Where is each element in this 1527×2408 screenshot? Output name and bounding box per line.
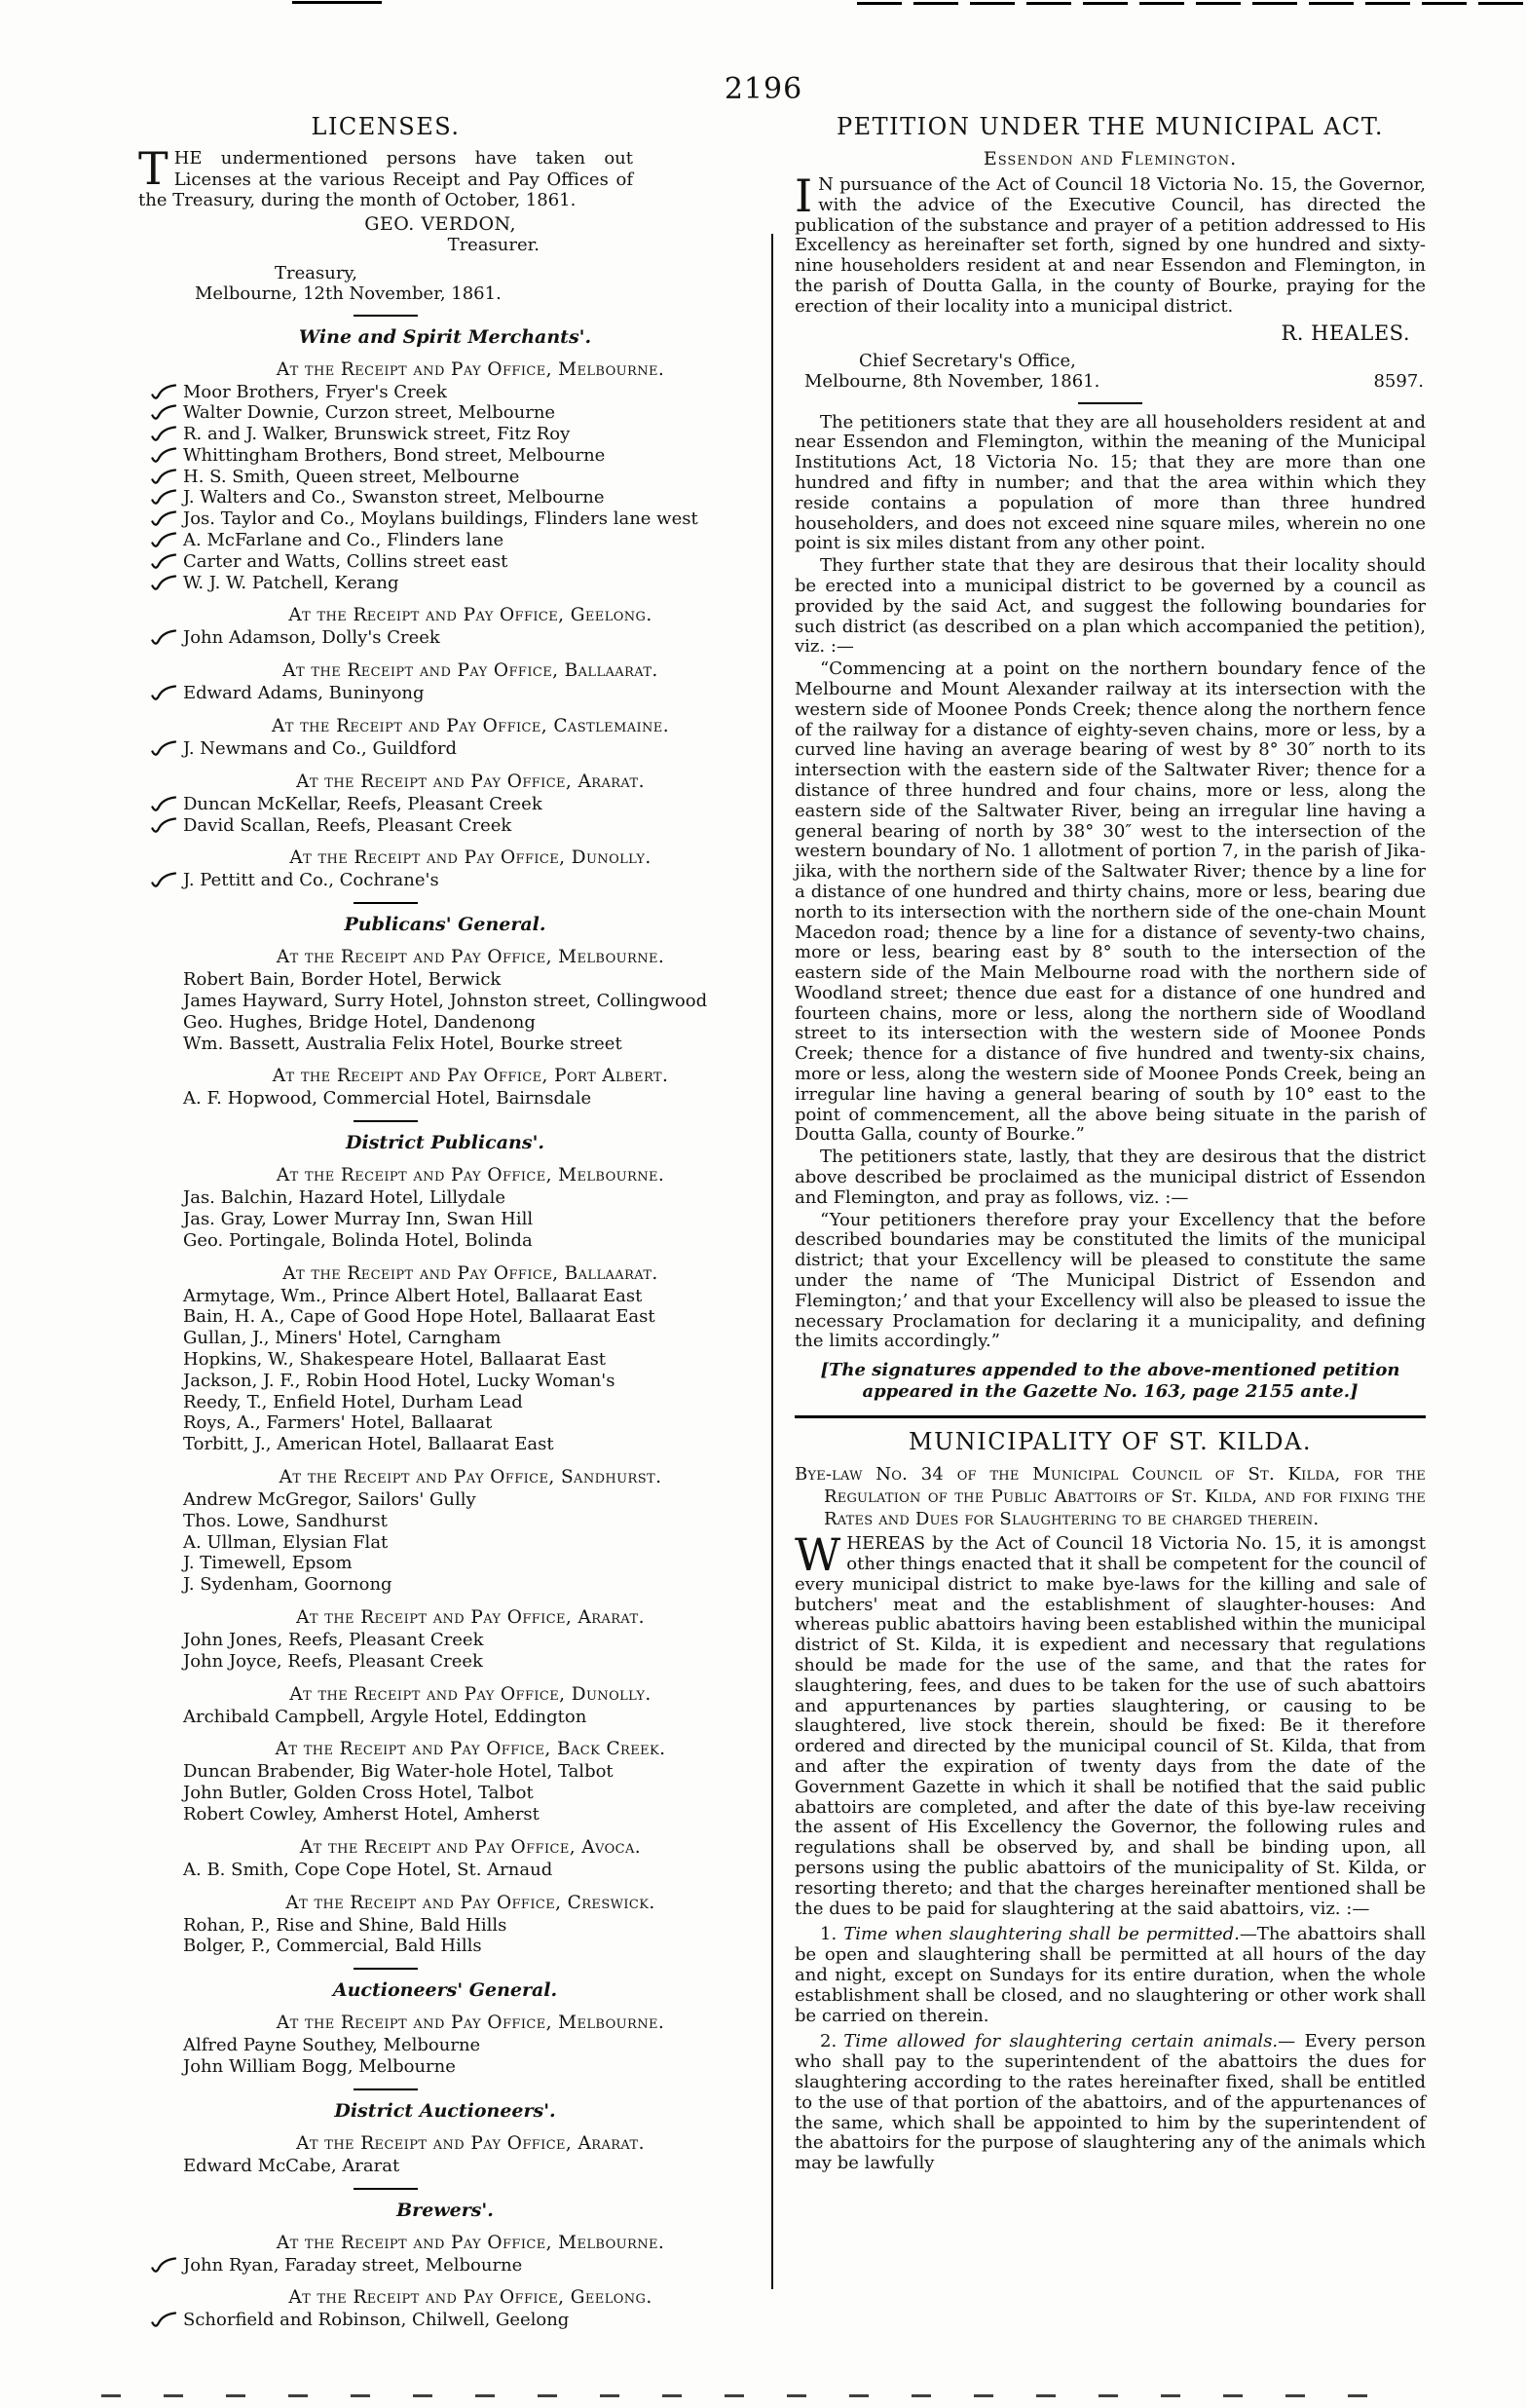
clause-text: —The abattoirs shall be open and slaughtering shall be permitted at all hours of the day and night, except on Sundays for its entire duration, when the whole establishment shall be closed, and no slaughtering or other work shall be carried on therein. [795,1924,1426,2026]
license-entry-text: Edward McCabe, Ararat [183,2155,400,2176]
license-entry-text: Jas. Balchin, Hazard Hotel, Lillydale [183,1187,505,1209]
license-entry [183,1306,752,1328]
license-entry-text: A. McFarlane and Co., Flinders lane [183,530,504,551]
license-entry-text: Schorfield and Robinson, Chilwell, Geelong [183,2310,570,2331]
license-entry [183,1532,752,1554]
license-entry [183,424,752,445]
handwritten-tick-icon [151,2312,177,2335]
scan-artifact-bottom [101,2394,1397,2397]
license-class-heading: Publicans' General. [344,914,546,936]
petition-column [795,113,1426,2176]
license-entry [183,1783,752,1804]
office-header: At the Receipt and Pay Office, Creswick. [285,1892,655,1913]
license-entry [183,1651,752,1673]
license-class-heading: District Auctioneers'. [334,2099,556,2122]
license-entry [183,1804,752,1825]
separator-rule [354,315,418,317]
section-subtitle: Essendon and Flemington. [983,148,1238,169]
license-entry-text: Jos. Taylor and Co., Moylans buildings, Flinders lane west [183,508,698,530]
dateline [795,371,1426,392]
license-entry [183,1553,752,1574]
paragraph-text: N pursuance of the Act of Council 18 Victoria No. 15, the Governor, with the advice of the Executive Council, has directed the publication of the substance and prayer of a petition addressed to His Excellency as hereinafter set forth, signed by one hundred and sixty-nine householders resident at and near Essendon and Flemington, in the parish of Doutta Galla, in the county of Bourke, praying for the erection of their locality into a municipal district. [795,174,1426,317]
office-header: At the Receipt and Pay Office, Avoca. [299,1836,642,1858]
office-header: At the Receipt and Pay Office, Ararat. [296,1606,645,1628]
license-entry-text: A. Ullman, Elysian Flat [183,1531,389,1553]
office-header: At the Receipt and Pay Office, Ballaarat. [282,1262,658,1284]
license-entry-text: J. Walters and Co., Swanston street, Melbourne [183,487,605,508]
separator-rule [354,2188,418,2190]
scan-artifact-top-right [857,2,1527,5]
license-entry [183,794,752,815]
license-class-heading: Wine and Spirit Merchants'. [298,325,592,348]
dateline: Melbourne, 12th November, 1861. [195,282,502,304]
license-entry-text: Carter and Watts, Collins street east [183,550,508,572]
office-header: At the Receipt and Pay Office, Ararat. [296,2132,645,2154]
dateline: Chief Secretary's Office, [859,350,1076,371]
license-entry-text: John Ryan, Faraday street, Melbourne [183,2254,523,2276]
license-entry [183,683,752,704]
license-entry-text: Bain, H. A., Cape of Good Hope Hotel, Ballaarat East [183,1306,655,1328]
license-entry [183,467,752,488]
office-header: At the Receipt and Pay Office, Ballaarat. [282,660,658,682]
section-title: LICENSES. [311,113,461,140]
separator-rule [354,902,418,904]
license-entry-text: H. S. Smith, Queen street, Melbourne [183,466,520,487]
handwritten-tick-icon [151,817,177,841]
license-entry-text: Geo. Hughes, Bridge Hotel, Dandenong [183,1011,536,1033]
license-entry-text: Jackson, J. F., Robin Hood Hotel, Lucky Woman's [183,1370,615,1391]
license-entry-text: James Hayward, Surry Hotel, Johnston street, Collingwood [183,991,708,1012]
license-entry-text: Jas. Gray, Lower Murray Inn, Swan Hill [183,1209,534,1230]
paragraph: The petitioners state, lastly, that they are desirous that the district above described be proclaimed as the municipal district of Essendon and Flemington, and pray as follows, viz. :— [795,1147,1426,1208]
office-header: At the Receipt and Pay Office, Sandhurst. [279,1467,662,1487]
paragraph: The petitioners state that they are all householders resident at and near Essendon and Flemington, within the meaning of the Municipal Institutions Act, 18 Victoria No. 15; that they are more than one hundred and fifty in number; and that the area within which they reside contains a population of more than three hundred householders, and does not exceed nine square miles, wherein no one point is six miles distant from any other point. [795,411,1426,554]
office-header: At the Receipt and Pay Office, Back Creek. [275,1739,666,1760]
licenses-column [138,113,752,2331]
license-entry-text: John Butler, Golden Cross Hotel, Talbot [183,1783,534,1804]
bylaw-clause [795,2032,1426,2174]
license-entry-text: Thos. Lowe, Sandhurst [183,1510,388,1531]
license-entry [183,1761,752,1783]
clause-title: Time when slaughtering shall be permitted. [843,1924,1240,1945]
license-entry [183,530,752,551]
bylaw-title: Bye-law No. 34 of the Municipal Council of St. Kilda, for the Regulation of the Public Abattoirs of St. Kilda, and for fixing the Rates and Dues for Slaughtering to be charged therein. [795,1464,1426,1530]
license-class-heading: District Publicans'. [346,1132,544,1154]
dateline-text: Melbourne, 8th November, 1861. [804,370,1100,392]
handwritten-tick-icon [151,384,177,407]
paragraph [795,169,1426,318]
section-title: PETITION UNDER THE MUNICIPAL ACT. [837,113,1384,140]
license-entry [183,2035,752,2056]
drop-cap: I [795,169,813,222]
office-header: At the Receipt and Pay Office, Melbourne. [276,947,665,968]
handwritten-tick-icon [151,469,177,492]
license-entry [183,1034,752,1055]
license-entry [183,1230,752,1252]
signature-title: Treasurer. [447,234,540,255]
paragraph: They further state that they are desirous that their locality should be erected into a municipal district to be governed by a council as provided by the said Act, and suggest the following boundaries for such district (as described on a plan which accompanied the petition), viz. :— [795,555,1426,658]
license-entry-text: J. Newmans and Co., Guildford [183,738,458,760]
drop-cap: W [795,1528,841,1582]
office-header: At the Receipt and Pay Office, Ararat. [296,771,645,792]
page-number: 2196 [724,72,803,106]
separator-rule [354,2088,418,2090]
license-entry [183,402,752,424]
license-entry-text: Bolger, P., Commercial, Bald Hills [183,1936,482,1957]
license-entry [183,1511,752,1532]
license-entry [183,969,752,991]
license-entry [183,382,752,403]
license-entry [183,1088,752,1110]
handwritten-tick-icon [151,796,177,819]
license-entry-text: Gullan, J., Miners' Hotel, Carngham [183,1328,502,1349]
license-entry [183,1434,752,1455]
scan-artifact-top-left [292,1,382,4]
license-entry [183,1630,752,1651]
license-entry [183,1412,752,1434]
license-entry-text: Andrew McGregor, Sailors' Gully [183,1489,476,1510]
editorial-note: [The signatures appended to the above-mentioned petition appeared in the Gazette No. 163, page 2155 ante.] [820,1360,1400,1402]
license-entry-text: J. Timewell, Epsom [183,1553,353,1574]
column-divider-rule [771,234,773,2289]
license-entry-text: John Joyce, Reefs, Pleasant Creek [183,1650,483,1672]
license-entry [183,991,752,1012]
license-entry-text: Wm. Bassett, Australia Felix Hotel, Bourke street [183,1033,622,1054]
license-entry [183,870,752,891]
license-entry [183,1489,752,1511]
license-class-heading: Brewers'. [396,2199,494,2221]
office-header: At the Receipt and Pay Office, Dunolly. [289,1683,652,1705]
handwritten-tick-icon [151,426,177,449]
handwritten-tick-icon [151,532,177,555]
license-entry-text: John Jones, Reefs, Pleasant Creek [183,1629,484,1650]
license-entry [183,738,752,760]
license-entry-text: Duncan McKellar, Reefs, Pleasant Creek [183,793,542,814]
handwritten-tick-icon [151,489,177,512]
license-entry-text: Archibald Campbell, Argyle Hotel, Eddington [183,1706,587,1727]
handwritten-tick-icon [151,510,177,534]
license-entry [183,1328,752,1349]
license-entry-text: John Adamson, Dolly's Creek [183,627,440,649]
license-entry-text: Geo. Portingale, Bolinda Hotel, Bolinda [183,1229,533,1251]
clause-title: Time allowed for slaughtering certain animals. [843,2031,1279,2052]
separator-rule [354,1120,418,1122]
license-entry-text: J. Pettitt and Co., Cochrane's [183,870,439,891]
handwritten-tick-icon [151,685,177,708]
license-entry-text: Robert Cowley, Amherst Hotel, Amherst [183,1803,540,1825]
paragraph [795,1528,1426,1919]
license-entry [183,1936,752,1957]
office-header: At the Receipt and Pay Office, Port Albert. [272,1066,669,1087]
license-entry-text: John William Bogg, Melbourne [183,2055,456,2077]
license-entry [183,1012,752,1034]
license-entry-text: Robert Bain, Border Hotel, Berwick [183,969,502,991]
license-entry-text: David Scallan, Reefs, Pleasant Creek [183,814,512,836]
license-entry [183,1209,752,1230]
license-entry [183,1707,752,1728]
clause-text: — Every person who shall pay to the superintendent of the abattoirs the dues for slaughtering according to the rates hereinafter fixed, shall be entitled to the use of that portion of the abattoirs, and of the appurtenances of the same, which shall be appointed to him by the superintendent of the abattoirs for the purpose of slaughtering any of the animals which may be lawfully [795,2031,1427,2174]
handwritten-tick-icon [151,404,177,428]
license-entry [183,2056,752,2078]
office-header: At the Receipt and Pay Office, Melbourne. [276,2013,665,2034]
license-entry [183,2255,752,2276]
license-entry-text: Moor Brothers, Fryer's Creek [183,381,447,402]
office-header: At the Receipt and Pay Office, Geelong. [288,2287,652,2309]
license-entry-text: Whittingham Brothers, Bond street, Melbourne [183,444,606,466]
paragraph: “Your petitioners therefore pray your Excellency that the before described boundaries may be constituted the limits of the municipal district; that your Excellency will be pleased to constitute the same under the name of ‘The Municipal District of Essendon and Flemington;’ and that your Excellency will also be pleased to issue the necessary Proclamation for declaring it a municipality, and defining the limits accordingly.” [795,1209,1426,1352]
license-class-heading: Auctioneers' General. [332,1979,558,2002]
license-entry [183,627,752,649]
license-entry-text: Reedy, T., Enfield Hotel, Durham Lead [183,1391,523,1412]
license-entry [183,1392,752,1413]
paragraph [138,142,633,211]
license-entry [183,487,752,508]
license-entry-text: W. J. W. Patchell, Kerang [183,572,399,593]
handwritten-tick-icon [151,872,177,895]
handwritten-tick-icon [151,629,177,653]
paragraph-text: HE undermentioned persons have taken out Licenses at the various Receipt and Pay Offices of the Treasury, during the month of October, 1861. [138,148,633,210]
reference-number: 8597. [1373,370,1424,392]
signature: R. HEALES. [1281,320,1410,345]
separator-rule [1078,402,1142,404]
license-entry-text: R. and J. Walker, Brunswick street, Fitz Roy [183,424,571,445]
license-entry [183,551,752,573]
license-entry-text: Walter Downie, Curzon street, Melbourne [183,402,556,424]
license-entry-text: Edward Adams, Buninyong [183,683,425,704]
office-header: At the Receipt and Pay Office, Castlemaine. [272,716,669,737]
license-entry [183,1371,752,1392]
handwritten-tick-icon [151,447,177,470]
handwritten-tick-icon [151,553,177,577]
office-header: At the Receipt and Pay Office, Melbourne. [276,358,665,380]
license-entry-text: Duncan Brabender, Big Water-hole Hotel, Talbot [183,1761,614,1783]
license-entry-text: Torbitt, J., American Hotel, Ballaarat East [183,1434,554,1455]
office-header: At the Receipt and Pay Office, Geelong. [288,605,652,626]
license-entry [183,508,752,530]
handwritten-tick-icon [151,575,177,598]
office-header: At the Receipt and Pay Office, Melbourne. [276,2232,665,2253]
dateline: Treasury, [275,262,357,283]
license-entry-text: A. F. Hopwood, Commercial Hotel, Bairnsdale [183,1088,592,1110]
clause-number: 1. [820,1924,838,1945]
office-header: At the Receipt and Pay Office, Dunolly. [289,847,652,869]
handwritten-tick-icon [151,2257,177,2280]
license-entry [183,2156,752,2177]
license-entry [183,2310,752,2331]
paragraph-text: HEREAS by the Act of Council 18 Victoria No. 15, it is amongst other things enacted that it shall be competent for the council of every municipal district to make bye-laws for the killing and sale of butchers' meat and the establishment of slaughter-houses: And whereas public abattoirs having been established within the municipal district of St. Kilda, it is expedient and necessary that regulations should be made for the use of the same, and that the rates for slaughtering, fees, and dues to be taken for the use of such abattoirs and appurtenances by parties slaughtering, or causing to be slaughtered, live stock therein, should be fixed: Be it therefore ordered and directed by the municipal council of St. Kilda, that from and after the expiration of twenty days from the date of the Government Gazette in which it shall be notified that the said public abattoirs are completed, and after the date of this bye-law receiving the assent of His Excellency the Governor, the following rules and regulations shall be observed by, and shall be binding upon, all persons using the public abattoirs of the municipality of St. Kilda, or resorting thereto; and that the charges hereinafter mentioned shall be the dues to be paid for slaughtering at the said abattoirs, viz. :— [795,1533,1426,1919]
paragraph: “Commencing at a point on the northern boundary fence of the Melbourne and Mount Alexander railway at its intersection with the western side of Moonee Ponds Creek; thence along the northern fence of the railway for a distance of eighty-seven chains, more or less, by a curved line having an average bearing of west by 8° 30″ north to its intersection with the eastern side of the Saltwater River; thence for a distance of three hundred and four chains, more or less, along the eastern side of the Saltwater River, being an irregular line having a general bearing of north by 38° 30″ west to the intersection of the western boundary of No. 1 allotment of portion 7, in the parish of Jika-jika, with the northern side of the Saltwater River; thence by a line for a distance of one hundred and thirty chains, more or less, bearing due north to its intersection with the northern side of the one-chain Mount Macedon road; thence by a line for a distance of seventy-two chains, more or less, bearing east by 8° south to the intersection of the eastern side of the Main Melbourne road with the northern side of Woodland street; thence due east for a distance of one hundred and fourteen chains, more or less, along the northern side of Woodland street to its intersection with the western side of Moonee Ponds Creek; thence for a distance of five hundred and twenty-six chains, more or less, along the western side of Moonee Ponds Creek, being an irregular line having a general bearing of south by 10° east to the point of commencement, all the above being situate in the parish of Doutta Galla, county of Bourke.” [795,658,1426,1146]
license-entry [183,815,752,837]
license-entry [183,1574,752,1596]
license-entry-text: Rohan, P., Rise and Shine, Bald Hills [183,1914,507,1936]
section-title: MUNICIPALITY OF ST. KILDA. [909,1428,1312,1456]
drop-cap: T [138,142,168,195]
license-entry-text: A. B. Smith, Cope Cope Hotel, St. Arnaud [183,1859,553,1880]
license-entry-text: Roys, A., Farmers' Hotel, Ballaarat [183,1412,493,1434]
license-entry-text: J. Sydenham, Goornong [183,1574,392,1596]
license-entry [183,445,752,467]
separator-rule-full [795,1415,1426,1418]
license-entry [183,1349,752,1371]
handwritten-tick-icon [151,740,177,764]
license-entry [183,1187,752,1209]
license-entry-text: Alfred Payne Southey, Melbourne [183,2035,481,2056]
signature: GEO. VERDON, [364,212,516,235]
license-entry [183,1860,752,1881]
clause-number: 2. [820,2031,838,2052]
license-entry [183,1286,752,1307]
office-header: At the Receipt and Pay Office, Melbourne. [276,1165,665,1186]
license-entry-text: Hopkins, W., Shakespeare Hotel, Ballaarat East [183,1349,607,1371]
license-entry [183,1915,752,1937]
license-entry-text: Armytage, Wm., Prince Albert Hotel, Ballaarat East [183,1285,643,1306]
license-entry [183,573,752,594]
separator-rule [354,1968,418,1970]
bylaw-clause [795,1925,1426,2026]
